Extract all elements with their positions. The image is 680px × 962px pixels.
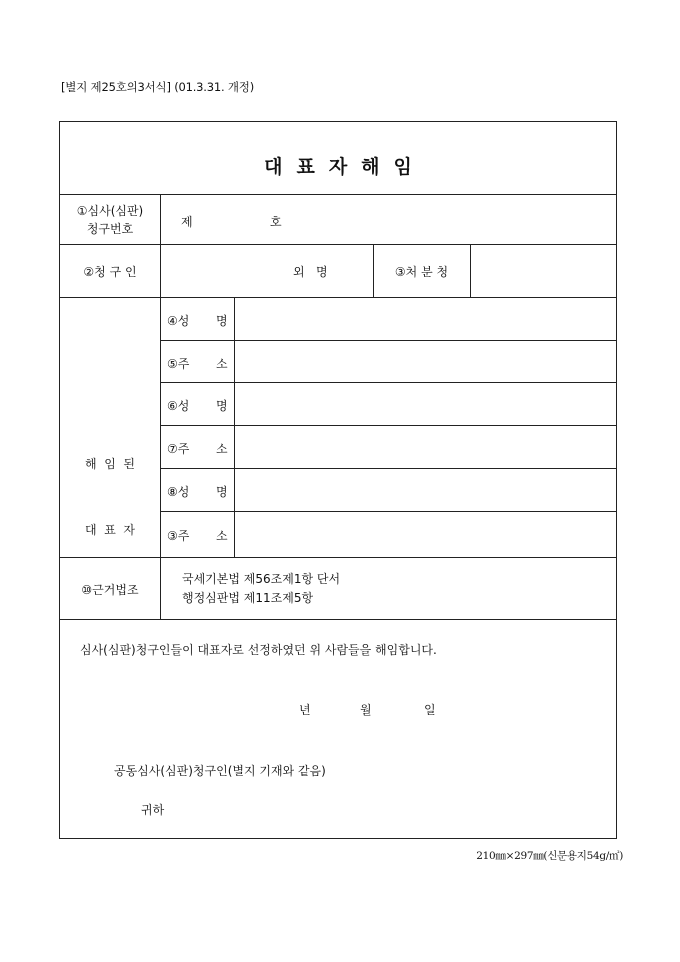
dismissal-form (59, 121, 617, 839)
claimant-others: 외 명 (293, 265, 328, 279)
case-number-label: ①심사(심판) 청구번호 (76, 204, 144, 236)
case-number-field[interactable] (192, 206, 262, 234)
claimant-field[interactable] (164, 248, 284, 293)
column-divider (470, 244, 471, 297)
case-number-prefix: 제 (181, 215, 193, 229)
rep1-address-label: ⑤주 (167, 357, 190, 371)
agency-label: ③처 분 청 (394, 265, 449, 279)
rep1-address-field[interactable] (238, 344, 613, 379)
rep2-name-label2: 명 (216, 399, 228, 413)
row-divider (160, 511, 617, 512)
date-year: 년 (299, 703, 311, 717)
rep1-address-label2: 소 (216, 357, 228, 371)
rep2-name-field[interactable] (238, 386, 613, 422)
row-divider (60, 194, 617, 195)
dismissed-representatives-label: 해 임 된 대 표 자 (84, 457, 136, 537)
row-divider (160, 382, 617, 383)
rep2-address-field[interactable] (238, 429, 613, 465)
row-divider (60, 297, 617, 298)
agency-field[interactable] (474, 248, 614, 293)
form-title: 대표자해임 (264, 156, 426, 178)
rep2-address-label: ⑦주 (167, 442, 190, 456)
row-divider (160, 468, 617, 469)
case-number-suffix: 호 (270, 215, 282, 229)
rep1-name-field[interactable] (238, 301, 613, 337)
addressee: 귀하 (141, 803, 165, 817)
dismissal-statement: 심사(심판)청구인들이 대표자로 선정하였던 위 사람들을 해임합니다. (80, 643, 437, 657)
legal-basis-text: 국세기본법 제56조제1항 단서 행정심판법 제11조제5항 (182, 572, 341, 605)
date-day: 일 (424, 703, 436, 717)
date-month: 월 (360, 703, 372, 717)
row-divider (160, 425, 617, 426)
rep3-name-label2: 명 (216, 485, 228, 499)
joint-claimant-note: 공동심사(심판)청구인(별지 기재와 같음) (114, 764, 326, 778)
rep3-address-label: ③주 (167, 529, 190, 543)
rep1-name-label2: 명 (216, 314, 228, 328)
row-divider (60, 244, 617, 245)
row-divider (160, 340, 617, 341)
row-divider (60, 619, 617, 620)
rep2-name-label: ⑥성 (167, 399, 190, 413)
rep2-address-label2: 소 (216, 442, 228, 456)
rep3-name-field[interactable] (238, 472, 613, 508)
rep3-name-label: ⑧성 (167, 485, 190, 499)
column-divider (234, 297, 235, 557)
paper-spec: 210㎜×297㎜(신문용지54g/㎡) (476, 850, 623, 862)
rep3-address-label2: 소 (216, 529, 228, 543)
legal-basis-label: ⑩근거법조 (81, 583, 139, 597)
claimant-label: ②청 구 인 (83, 265, 137, 279)
rep1-name-label: ④성 (167, 314, 190, 328)
column-divider (160, 194, 161, 619)
form-label: [별지 제25호의3서식] (01.3.31. 개정) (61, 80, 254, 94)
rep3-address-field[interactable] (238, 515, 613, 554)
